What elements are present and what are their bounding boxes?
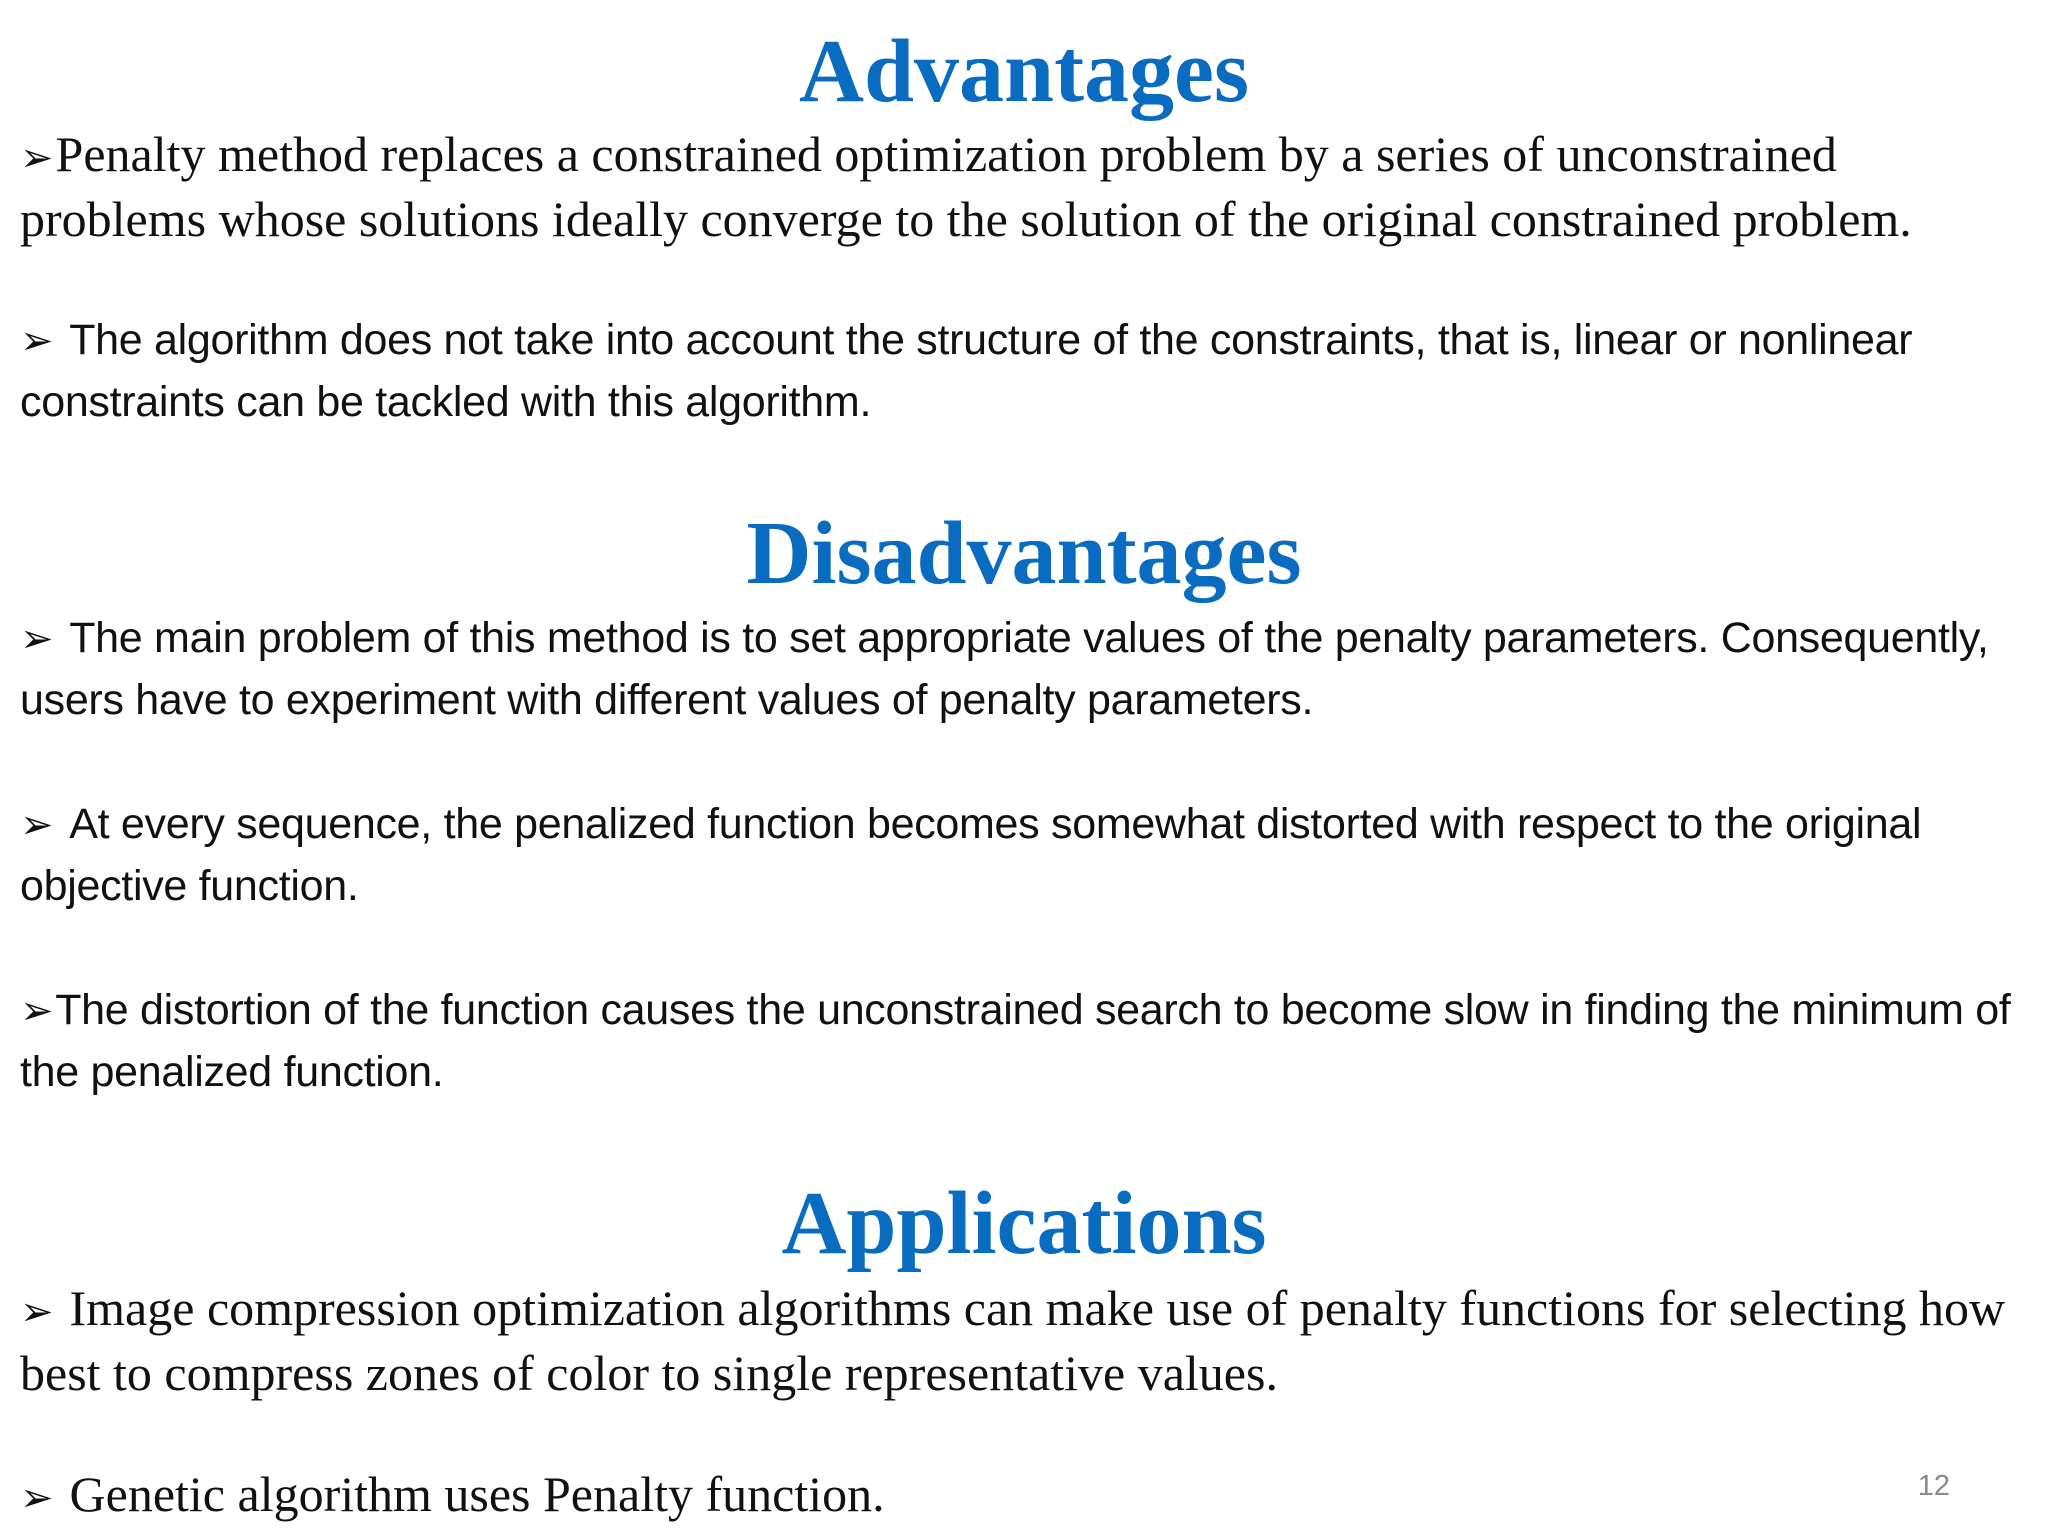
- arrow-bullet-icon: ➢: [20, 318, 54, 364]
- bullet-text: At every sequence, the penalized function becomes somewhat distorted with respect to the original objective function.: [20, 800, 1922, 910]
- arrow-bullet-icon: ➢: [20, 1289, 54, 1335]
- arrow-bullet-icon: ➢: [20, 1475, 54, 1521]
- arrow-bullet-icon: ➢: [20, 988, 54, 1034]
- bullet-text: The main problem of this method is to set appropriate values of the penalty parameters. Consequently, users have to experiment with different values of penalty parameters.: [20, 614, 1989, 724]
- bullet-text: The distortion of the function causes the unconstrained search to become slow in finding the minimum of the penalized function.: [20, 986, 2011, 1096]
- advantages-heading: Advantages: [798, 22, 1250, 121]
- bullet-text: The algorithm does not take into account the structure of the constraints, that is, linear or nonlinear constraints can be tackled with this algorithm.: [20, 316, 1913, 426]
- disadvantages-bullet-3: [20, 980, 2030, 1103]
- arrow-bullet-icon: ➢: [20, 802, 54, 848]
- bullet-text: Genetic algorithm uses Penalty function.: [69, 1466, 885, 1522]
- bullet-text: Image compression optimization algorithms can make use of penalty functions for selecting how best to compress zones of color to single representative values.: [20, 1280, 2006, 1401]
- arrow-bullet-icon: ➢: [20, 135, 54, 181]
- applications-heading: Applications: [781, 1174, 1267, 1273]
- page-number: 12: [1917, 1470, 1950, 1502]
- applications-bullet-2: [20, 1464, 2030, 1529]
- disadvantages-bullet-2: [20, 794, 2030, 917]
- advantages-bullet-2: [20, 310, 2030, 433]
- bullet-text: Penalty method replaces a constrained optimization problem by a series of unconstrained problems whose solutions ideally converge to the solution of the original constrained problem.: [20, 126, 1912, 247]
- applications-bullet-1: [20, 1278, 2030, 1404]
- arrow-bullet-icon: ➢: [20, 616, 54, 662]
- disadvantages-bullet-1: [20, 608, 2030, 731]
- disadvantages-heading: Disadvantages: [746, 504, 1302, 603]
- advantages-bullet-1: [20, 124, 2030, 250]
